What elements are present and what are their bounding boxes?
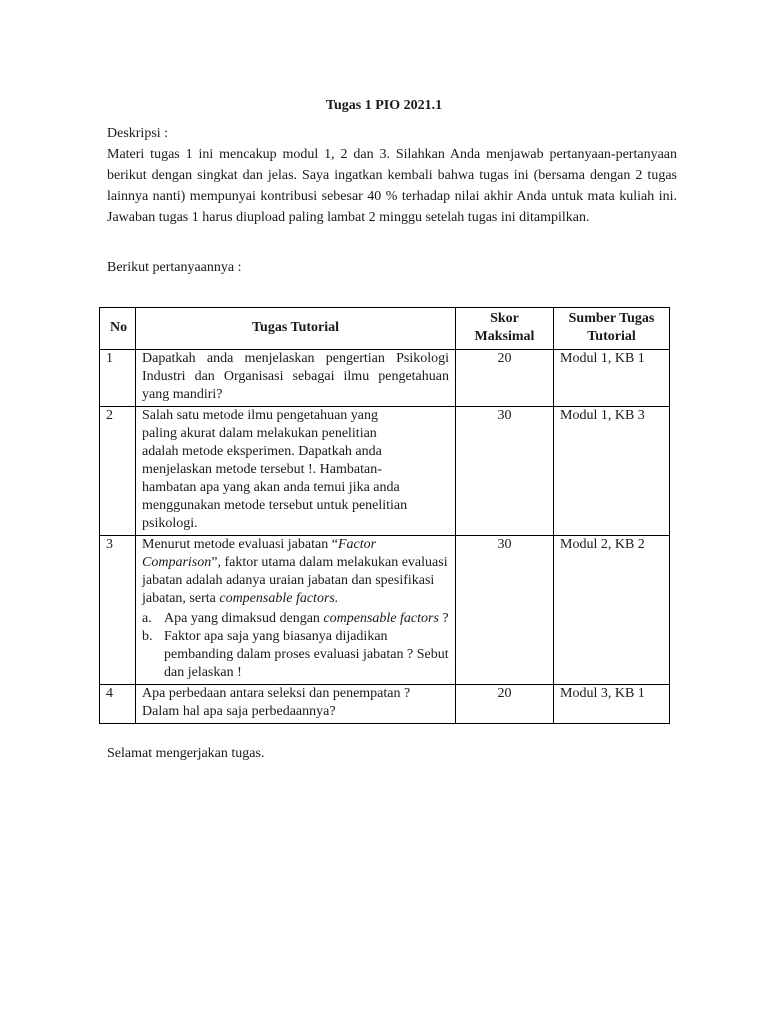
task-intro-part: Menurut metode evaluasi jabatan “ xyxy=(142,537,338,552)
table-header-row xyxy=(100,308,670,350)
list-marker: a. xyxy=(142,611,152,626)
header-score: Skor Maksimal xyxy=(456,308,554,350)
task-text: Dapatkah anda menjelaskan pengertian Psikologi Industri dan Organisasi sebagai ilmu pengetahuan yang mandiri? xyxy=(136,350,456,407)
description-paragraph: Materi tugas 1 ini mencakup modul 1, 2 dan 3. Silahkan Anda menjawab pertanyaan-pertanyaan berikut dengan singkat dan jelas. Saya ingatkan kembali bahwa tugas ini (bersama dengan 2 tugas lainnya nanti) mempunyai kontribusi sebesar 40 % terhadap nilai akhir Anda untuk mata kuliah ini. Jawaban tugas 1 harus diupload paling lambat 2 minggu setelah tugas ini ditampilkan. xyxy=(107,147,677,225)
task-line: Salah satu metode ilmu pengetahuan yang xyxy=(142,408,378,423)
closing-text: Selamat mengerjakan tugas. xyxy=(107,746,265,761)
table-row xyxy=(100,350,670,407)
tasks-table xyxy=(99,307,670,724)
row-score: 20 xyxy=(456,350,554,407)
table-row xyxy=(100,536,670,685)
task-line: paling akurat dalam melakukan penelitian xyxy=(142,426,377,441)
document-title: Tugas 1 PIO 2021.1 xyxy=(325,98,443,113)
sub-question-text: Faktor apa saja yang biasanya dijadikan pembanding dalam proses evaluasi jabatan ? Sebut dan jelaskan ! xyxy=(164,629,449,680)
sub-question-italic: compensable factors xyxy=(323,611,439,626)
sub-question-text: ? xyxy=(438,611,449,626)
row-source: Modul 1, KB 3 xyxy=(554,407,670,536)
task-line: hambatan apa yang akan anda temui jika anda xyxy=(142,480,400,495)
lead-in-text: Berikut pertanyaannya : xyxy=(107,260,242,275)
row-number: 1 xyxy=(100,350,136,407)
task-line: menjelaskan metode tersebut !. Hambatan- xyxy=(142,462,382,477)
row-source: Modul 1, KB 1 xyxy=(554,350,670,407)
table-row xyxy=(100,685,670,724)
row-number: 4 xyxy=(100,685,136,724)
task-line: psikologi. xyxy=(142,516,198,531)
task-intro xyxy=(142,537,448,606)
sub-question-text: Apa yang dimaksud dengan xyxy=(164,611,324,626)
row-number: 2 xyxy=(100,407,136,536)
task-text: Apa perbedaan antara seleksi dan penempatan ? Dalam hal apa saja perbedaannya? xyxy=(136,685,456,724)
row-source: Modul 3, KB 1 xyxy=(554,685,670,724)
header-source: Sumber Tugas Tutorial xyxy=(554,308,670,350)
row-score: 30 xyxy=(456,536,554,685)
list-marker: b. xyxy=(142,629,153,644)
header-no: No xyxy=(100,308,136,350)
task-line: adalah metode eksperimen. Dapatkah anda xyxy=(142,444,382,459)
task-intro-italic: Factor Comparison xyxy=(142,537,377,570)
task-line: menggunakan metode tersebut untuk penelitian xyxy=(142,498,408,513)
sub-question-a xyxy=(142,610,449,628)
sub-question-b xyxy=(142,628,449,682)
task-text xyxy=(136,407,456,536)
task-intro-part: ”, faktor utama dalam melakukan evaluasi jabatan adalah adanya uraian jabatan dan spesifikasi jabatan, serta xyxy=(142,555,448,606)
row-score: 30 xyxy=(456,407,554,536)
task-intro-italic: compensable factors. xyxy=(219,591,339,606)
description-label: Deskripsi : xyxy=(107,126,169,141)
sub-question-list xyxy=(142,610,449,682)
row-source: Modul 2, KB 2 xyxy=(554,536,670,685)
header-task: Tugas Tutorial xyxy=(136,308,456,350)
row-number: 3 xyxy=(100,536,136,685)
table-row xyxy=(100,407,670,536)
task-text xyxy=(136,536,456,685)
row-score: 20 xyxy=(456,685,554,724)
